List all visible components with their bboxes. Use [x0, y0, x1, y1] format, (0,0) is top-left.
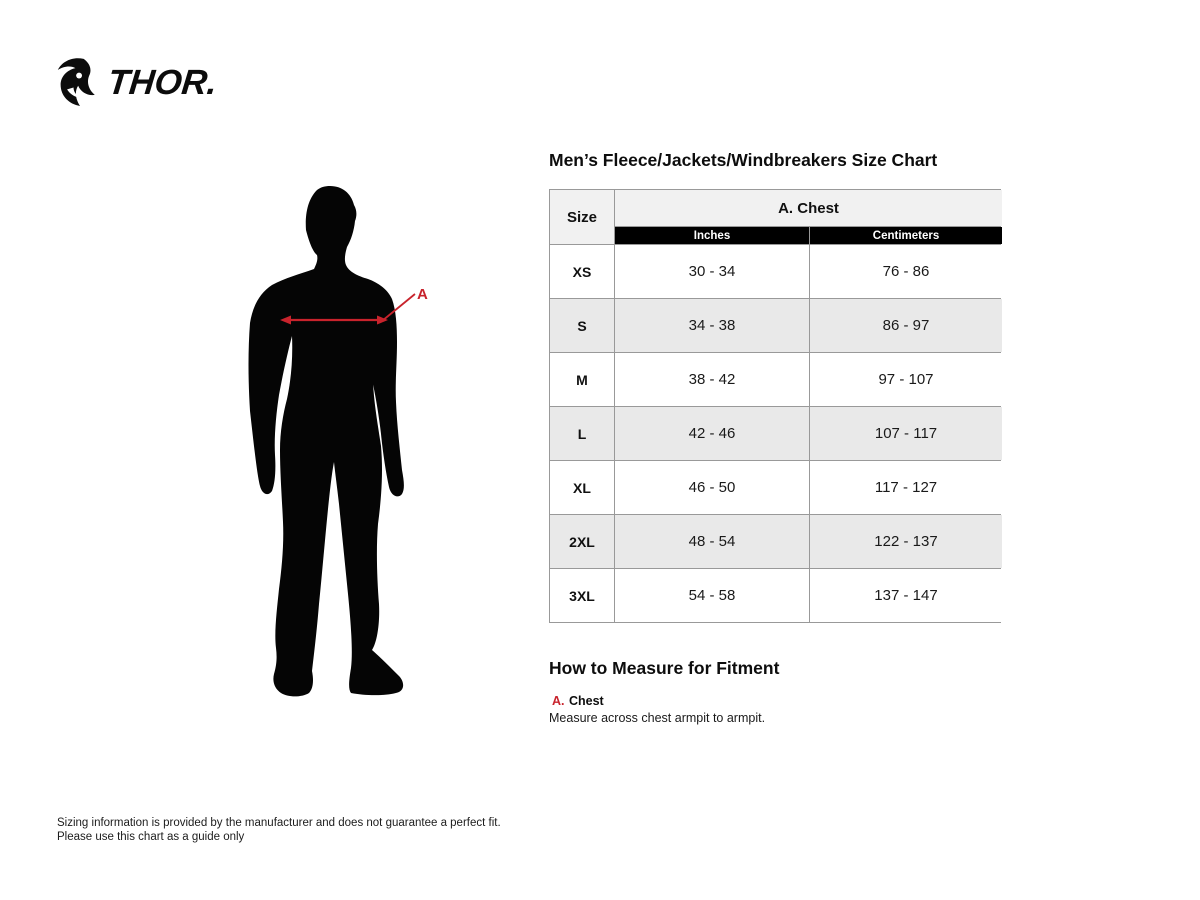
measure-item-key: A. — [552, 694, 565, 708]
inches-value-xs: 30 - 34 — [615, 245, 809, 298]
centimeters-value-2xl: 122 - 137 — [810, 515, 1002, 568]
inches-value-xl: 46 - 50 — [615, 461, 809, 514]
size-chart-title: Men’s Fleece/Jackets/Windbreakers Size Chart — [549, 150, 938, 170]
measure-item-chest — [552, 692, 604, 710]
size-label-3xl: 3XL — [550, 569, 614, 622]
column-header-centimeters: Centimeters — [810, 227, 1002, 244]
size-chart-table — [549, 189, 1001, 623]
inches-value-2xl: 48 - 54 — [615, 515, 809, 568]
sizing-disclaimer — [57, 817, 501, 844]
measure-item-description: Measure across chest armpit to armpit. — [549, 711, 766, 725]
size-label-m: M — [550, 353, 614, 406]
measure-item-name: Chest — [568, 694, 604, 708]
male-silhouette-shape — [249, 186, 404, 696]
measure-guide-title: How to Measure for Fitment — [549, 658, 780, 678]
centimeters-value-m: 97 - 107 — [810, 353, 1002, 406]
inches-value-s: 34 - 38 — [615, 299, 809, 352]
thor-logo — [56, 58, 217, 106]
thor-logo-wordmark: THOR. — [105, 62, 219, 102]
chest-arrow-label: A — [417, 286, 428, 303]
size-label-l: L — [550, 407, 614, 460]
sizing-disclaimer-line2: Please use this chart as a guide only — [57, 830, 245, 843]
column-header-size: Size — [550, 190, 614, 244]
inches-value-3xl: 54 - 58 — [615, 569, 809, 622]
inches-value-m: 38 - 42 — [615, 353, 809, 406]
male-silhouette-figure — [230, 183, 450, 703]
centimeters-value-xl: 117 - 127 — [810, 461, 1002, 514]
sizing-disclaimer-line1: Sizing information is provided by the manufacturer and does not guarantee a perfect fit. — [57, 817, 501, 829]
thor-goat-head-icon — [56, 58, 104, 106]
centimeters-value-xs: 76 - 86 — [810, 245, 1002, 298]
size-label-s: S — [550, 299, 614, 352]
centimeters-value-s: 86 - 97 — [810, 299, 1002, 352]
inches-value-l: 42 - 46 — [615, 407, 809, 460]
centimeters-value-3xl: 137 - 147 — [810, 569, 1002, 622]
column-header-inches: Inches — [615, 227, 809, 244]
size-label-2xl: 2XL — [550, 515, 614, 568]
size-label-xl: XL — [550, 461, 614, 514]
centimeters-value-l: 107 - 117 — [810, 407, 1002, 460]
size-label-xs: XS — [550, 245, 614, 298]
column-header-chest: A. Chest — [615, 190, 1002, 226]
